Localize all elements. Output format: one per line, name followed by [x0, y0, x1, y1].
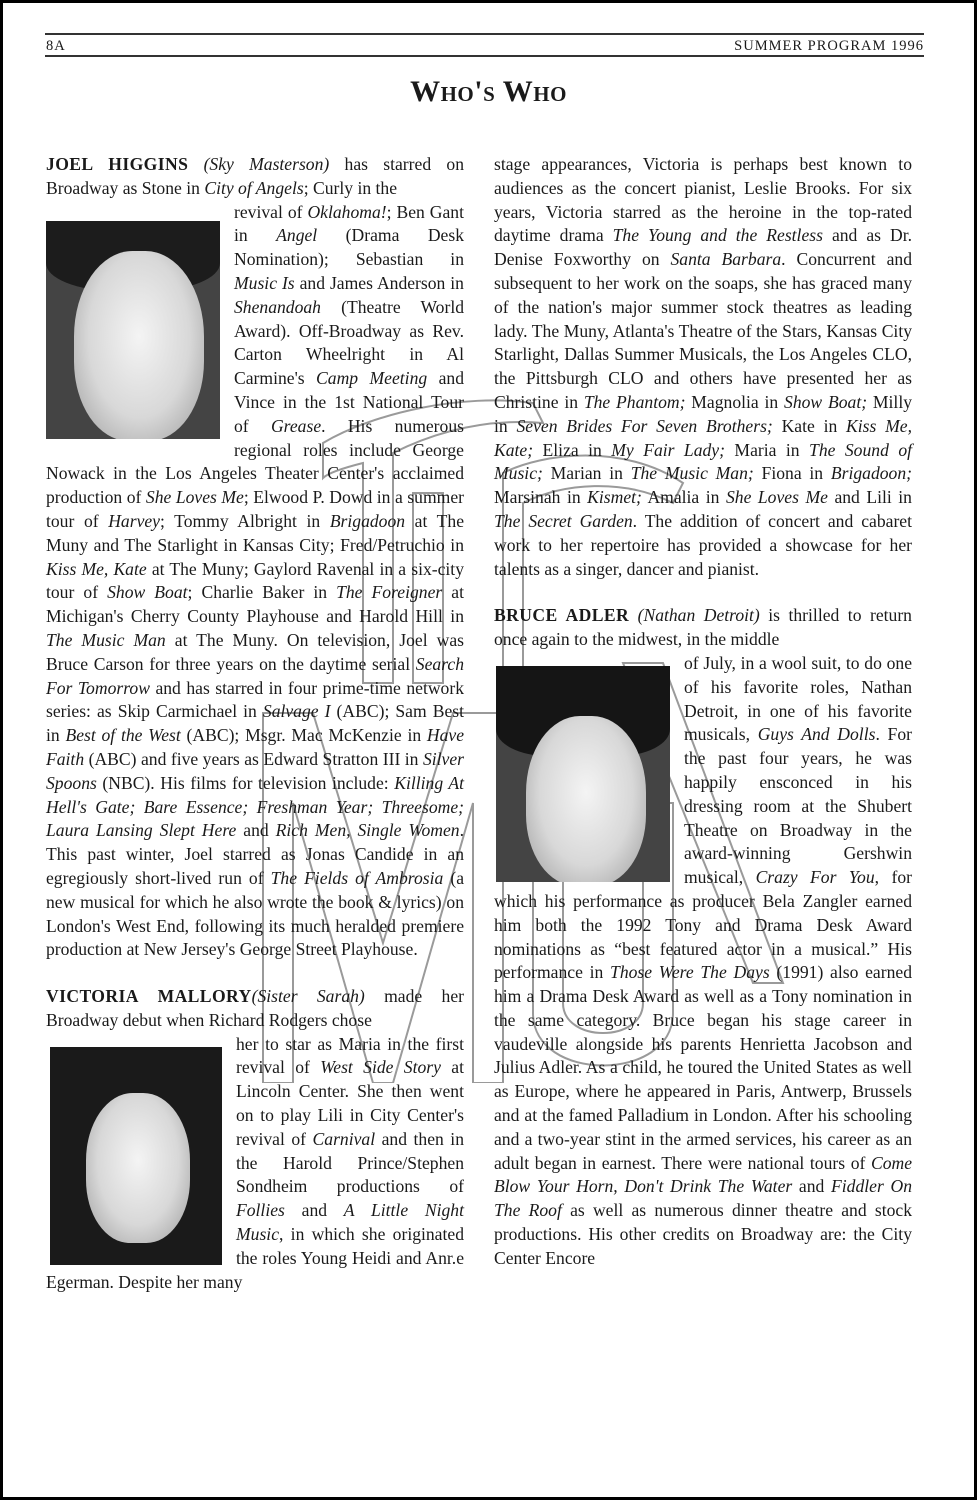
bio-text-run: West Side Story — [320, 1057, 441, 1078]
bio-text-run: Santa Barbara — [670, 249, 782, 270]
bio-text-run: Harvey — [108, 510, 160, 531]
bio-text-run: Brigadoon; — [830, 463, 912, 484]
bio-text-run: Rich Men, Single Women — [275, 820, 460, 841]
bio-text: (Theatre World Award). Off-Broadway as Rev. Carton Wheelright in Al Carmine's — [234, 296, 464, 389]
bio-text-run: The Fields of Ambrosia — [270, 867, 444, 888]
bio-bruce-adler — [494, 604, 912, 1270]
bio-text-run: Eliza in — [533, 439, 612, 460]
bio-text-run: Follies — [236, 1200, 285, 1221]
bio-text-run: at The Muny; Gaylord Ravenal in a six-city tour of — [46, 558, 464, 603]
bio-text-run: at The Muny. On television, Joel was Bruce Carson for three years on the daytime serial — [46, 629, 465, 674]
bio-text-run: Carnival — [312, 1128, 376, 1149]
bio-text-run: (ABC); Msgr. Mac McKenzie in — [180, 725, 427, 746]
bio-text-run: Seven Brides For Seven Brothers; — [516, 415, 773, 436]
bio-name: VICTORIA MALLORY — [46, 986, 252, 1007]
bio-text-run: She Loves Me — [725, 487, 828, 508]
bio-text-run: Maria in — [724, 439, 810, 460]
bio-text-run: is thrilled to return once again to the midwest, in the middle — [494, 605, 912, 650]
bio-joel-higgins — [46, 153, 464, 962]
bio-text: Camp Meeting — [316, 368, 428, 389]
bio-text-run: . The addition of concert and cabaret work to her repertoire has provided a showcase for her talents as a singer, dancer and pianist. — [494, 510, 912, 579]
bio-text-run: (1991) also earned him a Drama Desk Award as well as a Tony nomination in the same category. Bruce began his stage career in vaudeville alongside his parents Henrietta Jacobson and Julius Adler. As a child, he toured the United States as well as Europe, where he appeared in Paris, Antwerp, Brussels and at the famed Palladium in London. After his schooling and a two-year stint in the armed services, his career as an adult began in earnest. There were national tours of — [494, 962, 913, 1173]
bio-text: ; Ben Gant in — [234, 201, 464, 246]
bio-text-run: Kiss Me, Kate; — [494, 415, 913, 460]
bio-text: (Drama Desk Nomination); Sebastian in — [234, 225, 464, 270]
bio-text-run: The Phantom; — [583, 391, 686, 412]
bio-body-continued — [494, 154, 912, 579]
bio-text-run: , for — [874, 867, 912, 888]
bio-text-run: and — [792, 1176, 832, 1197]
bio-text-run: My Fair Lady; — [611, 439, 725, 460]
bio-text-run: Kate in — [772, 415, 847, 436]
bio-role: (Nathan Detroit) — [637, 605, 760, 626]
bio-text-run: and — [284, 1200, 344, 1221]
bio-text-run: Grease — [270, 415, 322, 436]
bio-role: (Sky Masterson) — [203, 154, 330, 174]
bio-text-run: at Michigan's Cherry County Playhouse and Harold Hill in — [46, 582, 464, 627]
bio-text-run: Magnolia in — [685, 391, 785, 412]
bio-text-run: Silver Spoons — [46, 748, 464, 793]
bio-text-run: . This past winter, Joel starred as Jonas Candide in an egregiously short-lived run of — [46, 820, 464, 888]
bio-body — [494, 891, 912, 1268]
bio-text-run: Show Boat — [107, 582, 188, 603]
page-title: Who's Who — [410, 75, 567, 108]
bio-text-run: ; Elwood P. Dowd in a summer tour of — [46, 487, 464, 531]
program-label: SUMMER PROGRAM 1996 — [734, 38, 924, 54]
bio-text-run: Fiona in — [753, 463, 831, 484]
bio-text: Shenandoah — [234, 296, 321, 317]
bio-text-run: which his performance as producer Bela Zangler earned him both the 1992 Tony and Drama Desk Award nominations as “best featured actor in a musical.” His performance in — [494, 890, 912, 983]
bio-text-run: ; Charlie Baker in — [187, 582, 337, 603]
bio-text-run: and — [236, 820, 276, 841]
bio-text-run: her to star as Maria in the first revival of — [236, 1033, 464, 1078]
bio-body — [46, 416, 464, 960]
bio-text-run: Milly in — [494, 391, 913, 436]
bio-text: revival of — [234, 201, 308, 222]
bio-name: JOEL HIGGINS — [46, 154, 189, 174]
bio-text-run: Brigadoon — [329, 510, 406, 531]
bio-text-run: Best of the West — [65, 725, 181, 746]
bio-text-run: (NBC). His films for television include: — [96, 772, 395, 793]
bio-text: Music Is — [234, 272, 295, 293]
bio-text-run: The Young and the Restless — [612, 225, 823, 246]
bio-text-run: Crazy For You — [755, 867, 875, 888]
bio-text-run: . His numerous regional roles include George Nowack in the Los Angeles Theater Center's acclaimed production of — [46, 415, 464, 508]
bio-text-run: Fiddler On The Roof — [494, 1176, 912, 1221]
bio-text-run: The Music Man; — [630, 463, 754, 484]
bio-text-run: (ABC) and five years as Edward Stratton III in — [84, 748, 423, 769]
bio-text-run: at Lincoln Center. She then went on to play Lili in City Center's revival of — [236, 1057, 464, 1149]
bio-text-run: and Lili in — [827, 487, 912, 508]
page-number: 8A — [46, 38, 66, 54]
right-column — [494, 153, 912, 1271]
bio-text-run: She Loves Me — [145, 487, 244, 508]
bio-text-run: . Concurrent and subsequent to her work on the soaps, she has graced many of the nation's major summer stock theatres as leading lady. The Muny, Atlanta's Theatre of the Stars, Kansas City Starlight, Dallas Summer Musicals, the Los Angeles CLO, the Pittsburgh CLO and others have presented her as Christine in — [494, 249, 912, 412]
bio-text-run: Killing At Hell's Gate; Bare Essence; Freshman Year; Threesome; Laura Lansing Slept Here — [46, 772, 464, 841]
bio-text-run: Kiss Me, Kate — [46, 558, 147, 579]
bio-text: Angel — [276, 225, 318, 246]
bio-text — [236, 1034, 464, 1268]
bio-role: (Sister Sarah) — [251, 986, 365, 1007]
bio-text-run: of July, in a wool suit, to do one of his favorite roles, Nathan Detroit, in one of his favorite musicals, — [684, 652, 912, 745]
photo-joel-higgins — [46, 221, 220, 439]
bio-text-run: stage appearances, Victoria is perhaps best known to audiences as the concert pianist, Leslie Brooks. For six years, Victoria starred as the heroine in the top-rated daytime drama — [494, 154, 912, 246]
bio-text-run: , in which she originated the roles Young — [236, 1224, 464, 1268]
photo-bruce-adler — [496, 666, 670, 882]
program-page — [3, 3, 974, 1497]
bio-text: Oklahoma! — [307, 201, 387, 222]
bio-text-run: Marian in — [542, 463, 631, 484]
bio-text-run: and then in the Harold Prince/Stephen Sondheim productions of — [236, 1128, 464, 1197]
bio-text-run: as well as numerous dinner theatre and stock productions. His other credits on Broadway are: the City Center Encore — [494, 1200, 912, 1268]
bio-text-run: The Music Man — [46, 629, 166, 650]
bio-text-run: made her Broadway debut when Richard Rodgers chose — [46, 986, 464, 1030]
bio-text: and Vince in the 1st National Tour of — [234, 368, 465, 436]
bio-text-run: Those Were The Days — [610, 962, 770, 983]
bio-text-run: Guys And Dolls — [757, 724, 876, 745]
bio-text-run: . For the past four years, he was happily ensconced in his dressing room at the Shubert Theatre on Broadway in the award-winning Gershwin musical, — [684, 724, 912, 888]
bio-text-run: (a new musical for which he also wrote the book & lyrics) on London's West End, following its much heralded premiere production at New Jersey's George Street Playhouse. — [46, 867, 464, 960]
bio-text-run: Come Blow Your Horn, Don't Drink The Water — [494, 1152, 912, 1197]
bio-text-run: Show Boat; — [784, 391, 868, 412]
bio-text: ; Curly in the — [303, 177, 398, 198]
bio-text-run: Amalia in — [641, 487, 726, 508]
bio-text: City of Angels — [204, 177, 304, 198]
bio-text-run: ; Tommy Albright in — [160, 510, 330, 531]
bio-text-run: Search For Tomorrow — [46, 653, 464, 698]
bio-text — [684, 653, 912, 887]
photo-victoria-mallory — [50, 1047, 222, 1265]
bio-text-run: and has starred in four prime-time network series: as Skip Carmichael in — [46, 677, 464, 722]
bio-text-run: and as Dr. Denise Foxworthy on — [494, 225, 912, 270]
bio-text-run: A Little Night Music — [236, 1200, 464, 1245]
bio-text-run: The Foreigner — [336, 582, 443, 603]
bio-text-run: Heidi and Anr.e Egerman. Despite her many — [46, 1247, 465, 1292]
left-column — [46, 153, 464, 1294]
header-rule-top — [45, 33, 924, 35]
bio-text-run: Have Faith — [46, 725, 465, 769]
bio-text-run: Kismet; — [587, 487, 642, 508]
bio-text-run: (ABC); Sam Best in — [46, 701, 464, 746]
bio-victoria-mallory — [46, 985, 464, 1294]
bio-text: and James Anderson in — [294, 272, 464, 293]
bio-text-run: The Secret Garden — [494, 510, 633, 531]
bio-text-run: at The Muny and The Starlight in Kansas City; Fred/Petruchio in — [46, 510, 465, 555]
bio-text-run: Marsinah in — [494, 487, 588, 508]
bio-text-run: Salvage I — [262, 701, 331, 722]
header-rule-bottom — [45, 55, 924, 57]
bio-text-run: The Sound of Music; — [494, 439, 913, 484]
bio-name: BRUCE ADLER — [494, 605, 630, 626]
bio-text: has starred on Broadway as Stone in — [46, 154, 464, 198]
